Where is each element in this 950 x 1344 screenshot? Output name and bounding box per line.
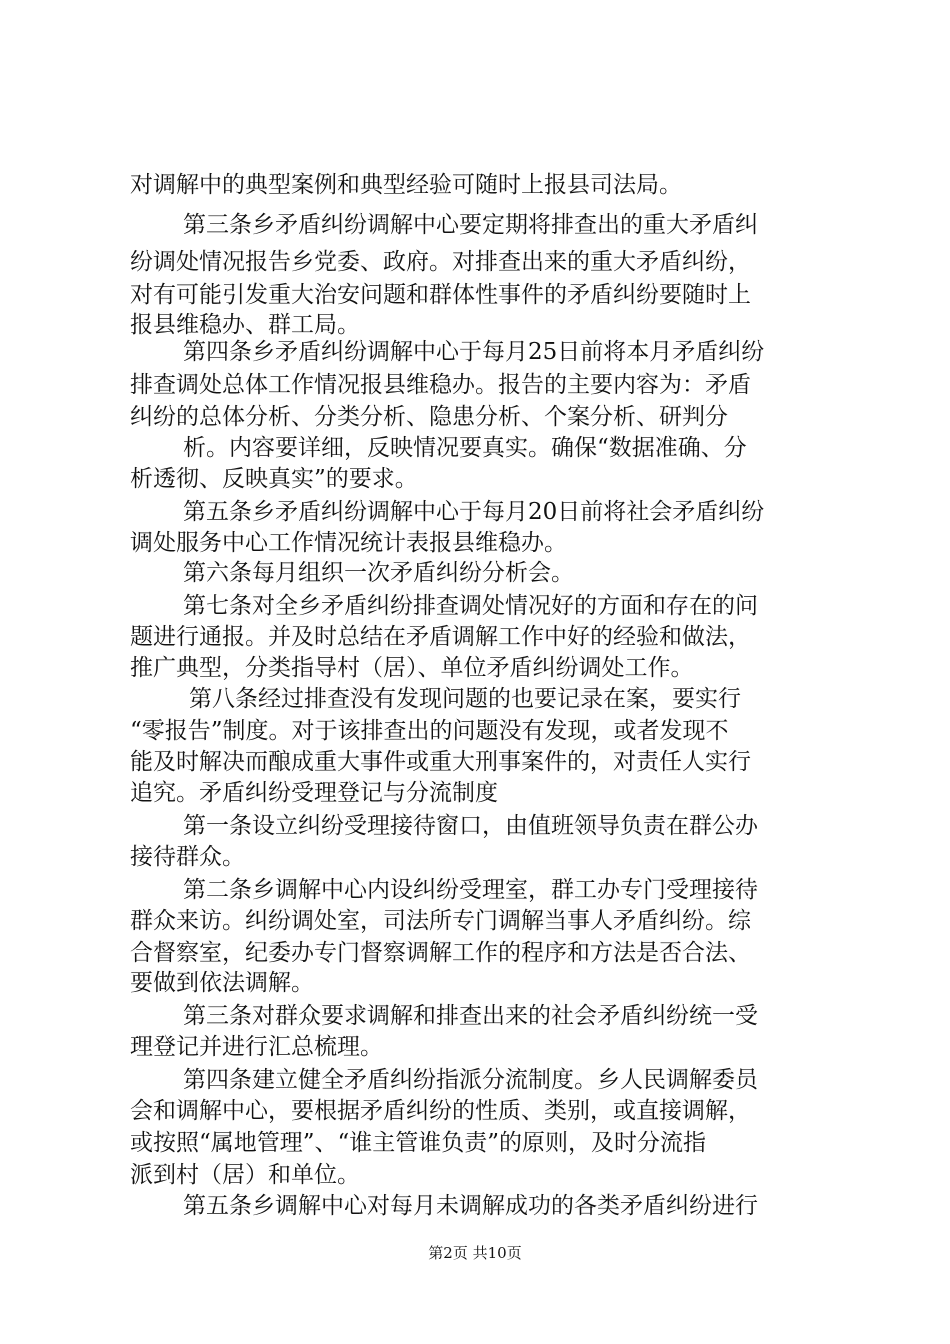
paragraph-line: 析透彻、反映真实”的要求。 [130, 466, 418, 492]
paragraph-line: 第一条设立纠纷受理接待窗口，由值班领导负责在群公办 [183, 813, 758, 839]
paragraph-line: 能及时解决而酿成重大事件或重大刑事案件的，对责任人实行 [130, 749, 751, 775]
paragraph-line: 第四条乡矛盾纠纷调解中心于每月25日前将本月矛盾纠纷 [183, 339, 765, 365]
paragraph-line: 调处服务中心工作情况统计表报县维稳办。 [130, 530, 567, 556]
page-footer: 第2页 共10页 [428, 1244, 522, 1262]
paragraph-line: 析。内容要详细，反映情况要真实。确保“数据准确、分 [183, 435, 747, 461]
paragraph-line: 会和调解中心，要根据矛盾纠纷的性质、类别，或直接调解， [130, 1098, 751, 1124]
paragraph-line: 推广典型，分类指导村（居）、单位矛盾纠纷调处工作。 [130, 655, 694, 681]
paragraph-line: 第五条乡调解中心对每月未调解成功的各类矛盾纠纷进行 [183, 1193, 758, 1219]
paragraph-line: 合督察室，纪委办专门督察调解工作的程序和方法是否合法、 [130, 940, 751, 966]
paragraph-line: 第六条每月组织一次矛盾纠纷分析会。 [183, 560, 574, 586]
paragraph-line: 对调解中的典型案例和典型经验可随时上报县司法局。 [130, 172, 682, 198]
paragraph-line: 对有可能引发重大治安问题和群体性事件的矛盾纠纷要随时上 [130, 282, 751, 308]
paragraph-line: 题进行通报。并及时总结在矛盾调解工作中好的经验和做法， [130, 624, 751, 650]
paragraph-line: 第五条乡矛盾纠纷调解中心于每月20日前将社会矛盾纠纷 [183, 499, 765, 525]
paragraph-line: 或按照“属地管理”、“谁主管谁负责”的原则，及时分流指 [130, 1130, 707, 1156]
paragraph-line: 第三条对群众要求调解和排查出来的社会矛盾纠纷统一受 [183, 1003, 758, 1029]
paragraph-line: 要做到依法调解。 [130, 970, 314, 996]
paragraph-line: 群众来访。纠纷调处室，司法所专门调解当事人矛盾纠纷。综 [130, 908, 751, 934]
paragraph-line: 排查调处总体工作情况报县维稳办。报告的主要内容为：矛盾 [130, 372, 751, 398]
paragraph-line: 纷调处情况报告乡党委、政府。对排查出来的重大矛盾纠纷， [130, 249, 751, 275]
paragraph-line: 派到村（居）和单位。 [130, 1162, 360, 1188]
paragraph-line: 理登记并进行汇总梳理。 [130, 1034, 383, 1060]
paragraph-line: 第二条乡调解中心内设纠纷受理室，群工办专门受理接待 [183, 877, 758, 903]
paragraph-line: “零报告”制度。对于该排查出的问题没有发现，或者发现不 [130, 718, 729, 744]
paragraph-line: 第三条乡矛盾纠纷调解中心要定期将排查出的重大矛盾纠 [183, 212, 758, 238]
paragraph-line: 接待群众。 [130, 844, 245, 870]
paragraph-line: 第七条对全乡矛盾纠纷排查调处情况好的方面和存在的问 [183, 593, 758, 619]
paragraph-line: 第四条建立健全矛盾纠纷指派分流制度。乡人民调解委员 [183, 1067, 758, 1093]
paragraph-line: 报县维稳办、群工局。 [130, 312, 360, 338]
paragraph-line: 纠纷的总体分析、分类分析、隐患分析、个案分析、研判分 [130, 404, 728, 430]
paragraph-line: 第八条经过排查没有发现问题的也要记录在案，要实行 [189, 686, 741, 712]
paragraph-line: 追究。矛盾纠纷受理登记与分流制度 [130, 780, 498, 806]
